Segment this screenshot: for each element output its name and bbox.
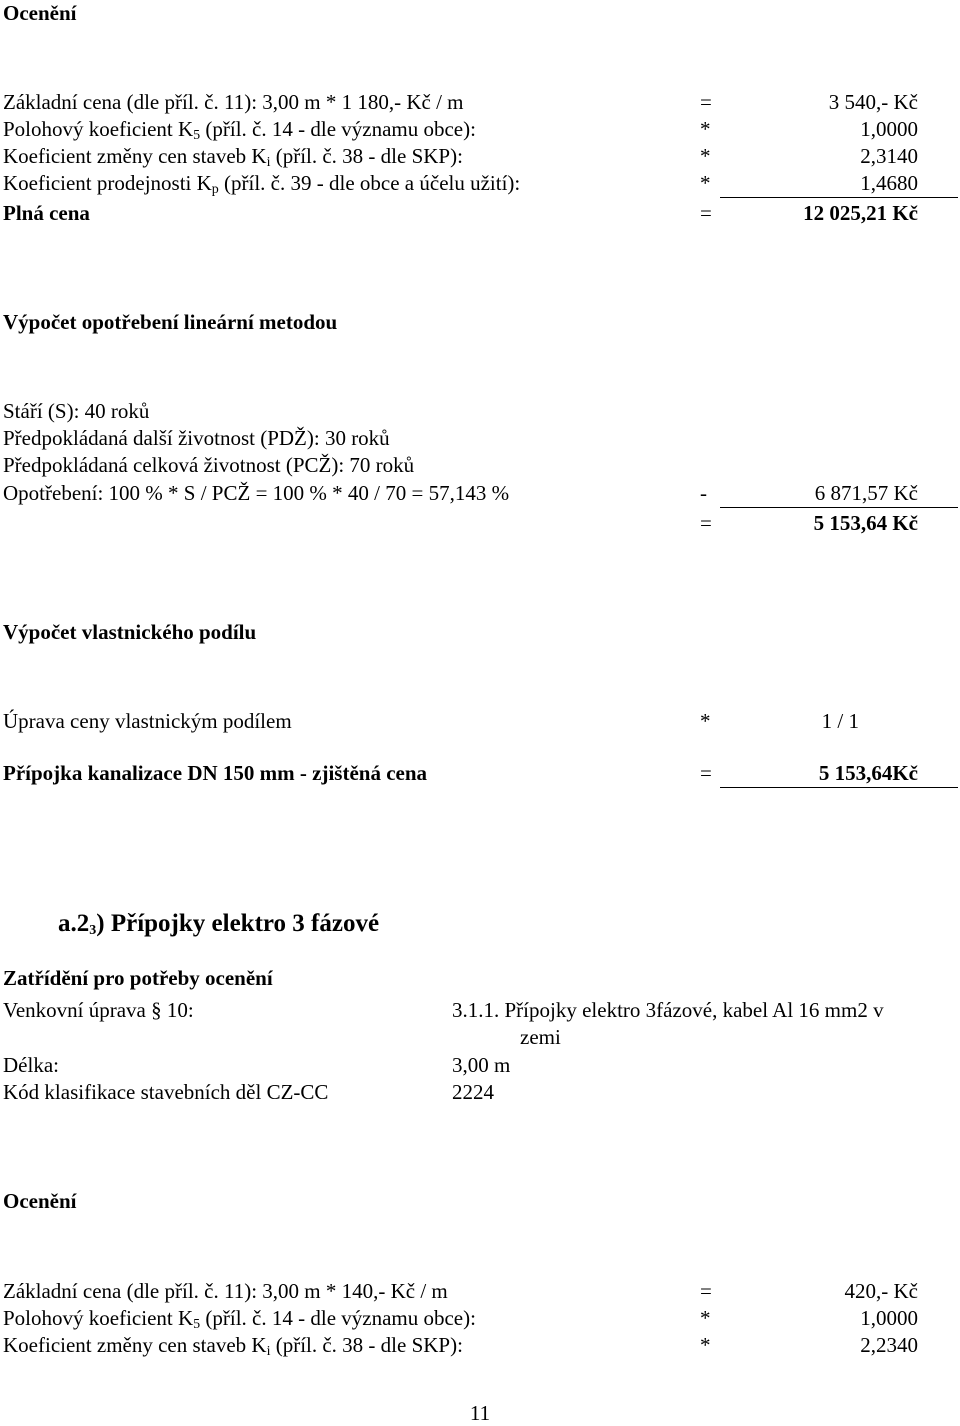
final-price-value: 5 153,64Kč xyxy=(818,761,918,785)
base-price-2-label: Základní cena (dle příl. č. 11): 3,00 m * 140,- Kč / m xyxy=(3,1279,448,1303)
ownership-adjust-label: Úprava ceny vlastnickým podílem xyxy=(3,709,292,733)
outdoor-work-value: 3.1.1. Přípojky elektro 3fázové, kabel Al 16 mm2 v xyxy=(452,998,884,1022)
section-heading-depreciation: Výpočet opotřebení lineární metodou xyxy=(3,310,338,334)
full-price-label: Plná cena xyxy=(3,201,90,225)
location-coef-2-label: Polohový koeficient $K_5$ (příl. č. 14 - dle významu obce): xyxy=(3,1306,476,1332)
price-change-coef-label: Koeficient změny cen staveb $K_i$ (příl. č. 38 - dle SKP): xyxy=(3,144,463,170)
depreciated-operator: = xyxy=(700,511,712,535)
location-coef-2-operator: * xyxy=(700,1306,711,1330)
section-heading-oceneni: Ocenění xyxy=(3,1,77,25)
subtotal-rule xyxy=(720,197,958,198)
wear-value: 6 871,57 Kč xyxy=(814,481,918,505)
location-coef-2-value: 1,0000 xyxy=(860,1306,918,1330)
base-price-operator: = xyxy=(700,90,712,114)
section-heading-oceneni-2: Ocenění xyxy=(3,1189,77,1213)
ownership-adjust-value: 1 / 1 xyxy=(821,709,859,733)
section-heading-ownership: Výpočet vlastnického podílu xyxy=(3,620,257,644)
wear-rule xyxy=(720,507,958,508)
total-life-line: Předpokládaná celková životnost (PCŽ): 70 roků xyxy=(3,453,415,477)
depreciated-value: 5 153,64 Kč xyxy=(813,511,918,535)
saleability-coef-value: 1,4680 xyxy=(860,171,918,195)
ownership-adjust-operator: * xyxy=(700,709,711,733)
outdoor-work-label: Venkovní úprava § 10: xyxy=(3,998,194,1022)
wear-label: Opotřebení: 100 % * S / PCŽ = 100 % * 40 / 70 = 57,143 % xyxy=(3,481,510,505)
classification-code-label: Kód klasifikace stavebních děl CZ-CC xyxy=(3,1080,329,1104)
base-price-value: 3 540,- Kč xyxy=(828,90,918,114)
saleability-coef-operator: * xyxy=(700,171,711,195)
price-change-coef-operator: * xyxy=(700,144,711,168)
base-price-label: Základní cena (dle příl. č. 11): 3,00 m * 1 180,- Kč / m xyxy=(3,90,464,114)
full-price-value: 12 025,21 Kč xyxy=(803,201,918,225)
final-price-rule xyxy=(720,787,958,788)
base-price-2-value: 420,- Kč xyxy=(844,1279,918,1303)
final-price-operator: = xyxy=(700,761,712,785)
classification-subheading: Zatřídění pro potřeby ocenění xyxy=(3,966,273,990)
final-price-label: Přípojka kanalizace DN 150 mm - zjištěná cena xyxy=(3,761,428,785)
price-change-coef-2-value: 2,2340 xyxy=(860,1333,918,1357)
price-change-coef-2-operator: * xyxy=(700,1333,711,1357)
full-price-operator: = xyxy=(700,201,712,225)
length-value: 3,00 m xyxy=(452,1053,511,1077)
location-coef-operator: * xyxy=(700,117,711,141)
age-line: Stáří (S): 40 roků xyxy=(3,399,150,423)
saleability-coef-label: Koeficient prodejnosti $K_p$ (příl. č. 39 - dle obce a účelu užití): xyxy=(3,171,521,197)
length-label: Délka: xyxy=(3,1053,59,1077)
remaining-life-line: Předpokládaná další životnost (PDŽ): 30 roků xyxy=(3,426,390,450)
price-change-coef-value: 2,3140 xyxy=(860,144,918,168)
classification-code-value: 2224 xyxy=(452,1080,494,1104)
wear-operator: - xyxy=(700,481,707,505)
location-coef-label: Polohový koeficient $K_5$ (příl. č. 14 - dle významu obce): xyxy=(3,117,476,143)
location-coef-value: 1,0000 xyxy=(860,117,918,141)
base-price-2-operator: = xyxy=(700,1279,712,1303)
outdoor-work-value-cont: zemi xyxy=(520,1025,561,1049)
section-title-electro: $a.2_3$) Přípojky elektro 3 fázové xyxy=(58,910,380,938)
price-change-coef-2-label: Koeficient změny cen staveb $K_i$ (příl. č. 38 - dle SKP): xyxy=(3,1333,463,1359)
page-number: 11 xyxy=(469,1401,491,1425)
